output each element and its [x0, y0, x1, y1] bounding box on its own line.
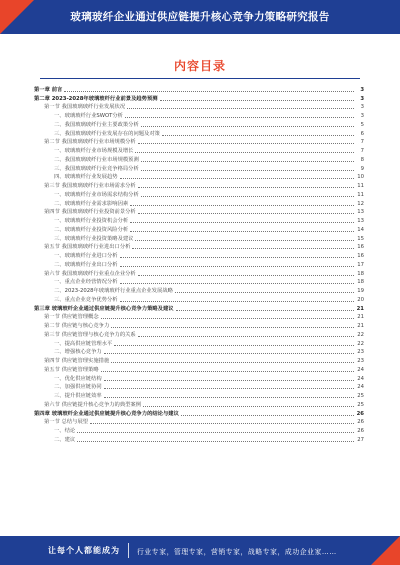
toc-entry-title: 二、增强核心竞争力 [54, 349, 102, 356]
toc-dot-leader [135, 240, 354, 241]
toc-dot-leader [138, 336, 354, 337]
toc-entry[interactable] [34, 102, 364, 111]
toc-entry[interactable] [34, 128, 364, 137]
toc-entry[interactable] [34, 189, 364, 198]
toc-entry[interactable] [34, 303, 364, 312]
toc-entry-title: 第三节 供应链管理与核心竞争力的关系 [44, 331, 136, 338]
toc-entry-page: 23 [357, 358, 364, 364]
toc-entry-page: 6 [360, 130, 364, 137]
toc-entry[interactable] [34, 268, 364, 277]
toc-dot-leader [130, 205, 354, 206]
toc-entry-title: 第一节 我国玻璃玻纤行业发展状况 [44, 104, 126, 111]
toc-dot-leader [132, 248, 354, 249]
toc-dot-leader [120, 178, 354, 179]
toc-entry-page: 14 [357, 226, 364, 233]
toc-entry-title: 第四节 我国玻璃玻纤行业投资前景分析 [44, 209, 136, 216]
toc-entry-title: 一、提高供应链管理水平 [54, 340, 113, 347]
toc-entry-page: 22 [357, 340, 364, 347]
toc-dot-leader [135, 152, 354, 153]
toc-entry[interactable] [34, 250, 364, 259]
toc-dot-leader [64, 91, 354, 92]
toc-entry-title: 四、玻璃玻纤行业发展趋势 [54, 174, 118, 181]
toc-entry-page: 18 [357, 279, 364, 286]
toc-dot-leader [175, 292, 354, 293]
toc-dot-leader [101, 371, 354, 372]
toc-entry-page: 13 [357, 218, 364, 224]
toc-entry[interactable] [34, 329, 364, 338]
toc-entry-title: 二、我国玻璃玻纤行业市场规模预测 [54, 156, 139, 163]
toc-dot-leader [181, 415, 354, 416]
toc-dot-leader [138, 143, 354, 144]
toc-entry-title: 三、我国玻璃玻纤行业发展存在的问题及对策 [54, 130, 160, 137]
toc-entry[interactable] [34, 180, 364, 189]
footer-tagline: 行业专家，管理专家，营销专家，战略专家，成功企业家…… [137, 548, 337, 556]
toc-dot-leader [77, 441, 354, 442]
toc-entry[interactable] [34, 198, 364, 207]
toc-entry-page: 23 [357, 349, 364, 356]
toc-entry-title: 三、重点企业竞争优势分析 [54, 296, 118, 303]
toc-entry-title: 第一章 前言 [34, 86, 63, 93]
toc-entry[interactable] [34, 434, 364, 443]
toc-entry[interactable] [34, 163, 364, 172]
table-of-contents [34, 84, 364, 443]
toc-entry-page: 5 [360, 121, 364, 128]
toc-entry[interactable] [34, 259, 364, 268]
toc-entry-title: 第一节 总结与展望 [44, 419, 89, 426]
toc-dot-leader [162, 135, 354, 136]
footer-slogan: 让每个人都能成为 [48, 546, 120, 555]
toc-entry[interactable] [34, 408, 364, 417]
toc-heading: 内容目录 [173, 59, 226, 73]
toc-dot-leader [111, 327, 354, 328]
toc-dot-leader [104, 353, 354, 354]
footer-divider [128, 543, 129, 558]
toc-entry-title: 一、结论 [54, 428, 76, 434]
toc-entry-title: 二、我国玻璃玻纤行业主要政策分析 [54, 121, 139, 128]
toc-entry-title: 二、2023-2028年玻璃玻纤行业重点企业发展战略 [54, 288, 173, 294]
footer-accent-triangle [371, 536, 400, 565]
page-header [0, 0, 400, 34]
toc-entry-title: 一、玻璃玻纤行业市场规模及增长 [54, 148, 134, 154]
toc-dot-leader [130, 222, 354, 223]
toc-dot-leader [114, 345, 354, 346]
toc-entry-title: 第三章 玻璃玻纤企业通过供应链提升核心竞争力策略及建议 [34, 305, 174, 312]
toc-entry[interactable] [34, 110, 364, 119]
toc-entry[interactable] [34, 364, 364, 373]
toc-entry-page: 21 [357, 314, 364, 321]
toc-entry-title: 第五节 供应链管理策略 [44, 366, 99, 373]
toc-entry[interactable] [34, 390, 364, 399]
toc-dot-leader [125, 117, 354, 118]
toc-entry-page: 21 [356, 305, 364, 312]
toc-dot-leader [141, 170, 354, 171]
toc-entry-title: 二、建议 [54, 436, 76, 443]
toc-dot-leader [127, 108, 354, 109]
toc-entry-page: 20 [357, 296, 364, 303]
toc-entry[interactable] [34, 373, 364, 382]
toc-dot-leader [120, 257, 354, 258]
toc-dot-leader [130, 231, 354, 232]
toc-entry-page: 24 [357, 375, 364, 382]
toc-entry-title: 二、玻璃玻纤行业需求影响因素 [54, 200, 129, 207]
toc-entry-page: 12 [357, 200, 364, 207]
toc-entry-title: 一、重点企业经营情况分析 [54, 279, 118, 286]
toc-entry-page: 16 [357, 253, 364, 259]
toc-entry[interactable] [34, 93, 364, 102]
toc-entry-page: 26 [356, 410, 364, 417]
page-footer [0, 536, 400, 565]
toc-dot-leader [120, 301, 354, 302]
toc-entry[interactable] [34, 207, 364, 216]
toc-entry[interactable] [34, 355, 364, 364]
toc-dot-leader [104, 388, 354, 389]
toc-dot-leader [138, 187, 354, 188]
toc-entry-page: 8 [360, 156, 364, 163]
toc-entry-page: 24 [357, 366, 364, 373]
toc-dot-leader [90, 423, 354, 424]
toc-entry-page: 21 [357, 323, 364, 329]
toc-entry-page: 17 [357, 261, 364, 268]
toc-entry[interactable] [34, 417, 364, 426]
toc-entry-title: 第四章 玻璃玻纤企业通过供应链提升核心竞争力的结论与建议 [34, 410, 179, 417]
toc-entry[interactable] [34, 119, 364, 128]
toc-dot-leader [101, 318, 354, 319]
toc-entry-page: 3 [360, 95, 364, 102]
toc-entry[interactable] [34, 215, 364, 224]
toc-entry-title: 三、提升供应链效率 [54, 393, 102, 399]
toc-entry-title: 第五节 我国玻璃玻纤行业进出口分析 [44, 244, 131, 251]
toc-entry-page: 11 [357, 183, 364, 189]
toc-entry[interactable] [34, 137, 364, 146]
toc-entry[interactable] [34, 347, 364, 356]
toc-entry-title: 二、玻璃玻纤行业出口分析 [54, 261, 118, 268]
toc-dot-leader [143, 406, 354, 407]
toc-entry-title: 第一节 供应链管理概念 [44, 314, 99, 321]
toc-entry[interactable] [34, 382, 364, 391]
toc-entry[interactable] [34, 294, 364, 303]
toc-entry-page: 7 [360, 148, 364, 154]
toc-entry[interactable] [34, 172, 364, 181]
toc-entry[interactable] [34, 312, 364, 321]
toc-entry-title: 三、玻璃玻纤行业投资策略及建议 [54, 235, 134, 242]
toc-entry-page: 19 [357, 288, 364, 294]
toc-dot-leader [141, 161, 354, 162]
toc-dot-leader [77, 432, 354, 433]
toc-entry-title: 二、玻璃玻纤行业投资风险分析 [54, 226, 129, 233]
toc-entry-title: 第六节 我国玻璃玻纤行业重点企业分析 [44, 270, 136, 277]
toc-divider [40, 78, 360, 79]
toc-entry-page: 7 [360, 139, 364, 146]
toc-entry-title: 第四节 供应链管理实施措施 [44, 358, 110, 364]
toc-entry-title: 第三节 我国玻璃玻纤行业市场需求分析 [44, 183, 136, 189]
toc-dot-leader [104, 397, 354, 398]
toc-entry-page: 15 [357, 235, 364, 242]
toc-entry-page: 26 [357, 419, 364, 426]
toc-entry-title: 第六节 供应链提升核心竞争力的典型案例 [44, 401, 142, 408]
toc-entry-page: 11 [357, 191, 364, 198]
toc-entry[interactable] [34, 154, 364, 163]
toc-entry[interactable] [34, 233, 364, 242]
toc-entry-title: 二、加强供应链协同 [54, 384, 102, 391]
toc-dot-leader [138, 213, 354, 214]
toc-entry[interactable] [34, 224, 364, 233]
toc-entry[interactable] [34, 399, 364, 408]
toc-entry-page: 25 [357, 401, 364, 408]
toc-entry-page: 18 [357, 270, 364, 277]
toc-entry[interactable] [34, 320, 364, 329]
toc-dot-leader [176, 310, 354, 311]
toc-entry-page: 3 [360, 104, 364, 111]
toc-dot-leader [111, 362, 354, 363]
toc-dot-leader [104, 380, 354, 381]
toc-entry-title: 一、玻璃玻纤行业SWOT分析 [54, 113, 123, 119]
toc-entry-title: 第二节 我国玻璃玻纤行业市场规模分析 [44, 139, 136, 146]
toc-entry-title: 第二节 供应链与核心竞争力 [44, 323, 110, 329]
toc-entry-page: 25 [357, 393, 364, 399]
toc-entry[interactable] [34, 84, 364, 93]
toc-entry[interactable] [34, 425, 364, 434]
toc-entry[interactable] [34, 285, 364, 294]
toc-dot-leader [160, 100, 354, 101]
toc-entry[interactable] [34, 338, 364, 347]
toc-entry-page: 26 [357, 428, 364, 434]
toc-entry-page: 10 [357, 174, 364, 181]
toc-entry-page: 27 [357, 436, 364, 443]
toc-entry-title: 三、我国玻璃玻纤行业竞争格局分析 [54, 165, 139, 172]
toc-entry-page: 13 [357, 209, 364, 216]
toc-entry-title: 一、玻璃玻纤行业市场需求结构分析 [54, 191, 139, 198]
toc-entry[interactable] [34, 242, 364, 251]
toc-dot-leader [141, 196, 354, 197]
toc-entry-page: 24 [357, 384, 364, 391]
toc-entry-page: 22 [357, 331, 364, 338]
toc-entry-page: 9 [360, 165, 364, 172]
toc-entry[interactable] [34, 145, 364, 154]
toc-entry[interactable] [34, 277, 364, 286]
toc-dot-leader [141, 126, 354, 127]
toc-entry-page: 3 [360, 113, 364, 119]
toc-dot-leader [120, 266, 354, 267]
toc-entry-page: 16 [357, 244, 364, 251]
toc-entry-page: 3 [360, 86, 364, 93]
toc-dot-leader [120, 283, 354, 284]
toc-entry-title: 第二章 2023-2028年玻璃玻纤行业前景及趋势预测 [34, 95, 158, 102]
toc-dot-leader [138, 275, 354, 276]
toc-entry-title: 一、优化供应链结构 [54, 375, 102, 382]
toc-entry-title: 一、玻璃玻纤行业投资机会分析 [54, 218, 129, 224]
report-title: 玻璃玻纤企业通过供应链提升核心竞争力策略研究报告 [70, 11, 330, 23]
toc-entry-title: 一、玻璃玻纤行业进口分析 [54, 253, 118, 259]
